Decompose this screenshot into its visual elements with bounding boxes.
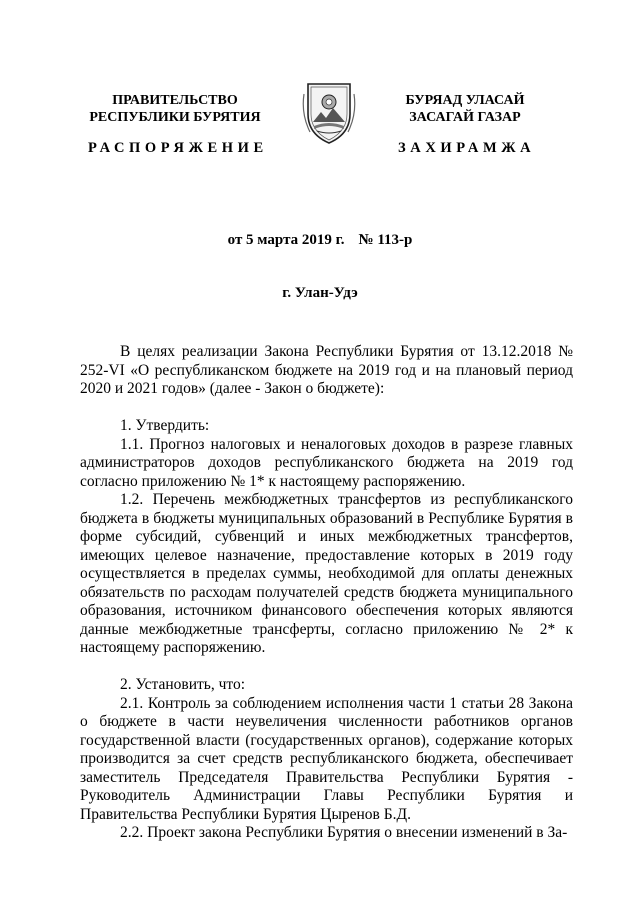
intro-paragraph: В целях реализации Закона Республики Бурятия от 13.12.2018 № 252-VI «О республиканском бюджете на 2019 год и на плановый период 2020 и 2021 годов» (далее - Закон о бюджете): [80,343,573,397]
issuer-title-line1: ПРАВИТЕЛЬСТВО [112,93,238,108]
issuer-title-line2: РЕСПУБЛИКИ БУРЯТИЯ [89,110,261,125]
document-body [80,343,573,843]
document-kind-russian: РАСПОРЯЖЕНИЕ [88,140,268,156]
clause-2-2: 2.2. Проект закона Республики Бурятия о внесении изменений в За- [120,824,568,841]
document-date: от 5 марта 2019 г. [227,232,345,248]
issuer-title-buryat-line2: ЗАСАГАЙ ГАЗАР [409,110,521,125]
document-city: г. Улан-Удэ [282,285,358,301]
coat-of-arms-icon [300,80,358,146]
issuer-title-buryat-line1: БУРЯАД УЛАСАЙ [405,93,525,108]
clause-2: 2. Установить, что: [120,676,246,693]
document-date-number [0,232,640,249]
clause-1: 1. Утвердить: [120,417,210,434]
clause-1-1: 1.1. Прогноз налоговых и неналоговых доходов в разрезе главных администраторов доходов республиканского бюджета на 2019 год согласно приложению № 1* к настоящему распоряжению. [80,435,573,490]
issuer-block-russian [80,92,270,126]
issuer-block-buryat [365,92,565,126]
document-kind-buryat: ЗАХИРАМЖА [398,140,536,156]
document-number: № 113-р [358,232,413,248]
clause-1-2: 1.2. Перечень межбюджетных трансфертов из республиканского бюджета в бюджеты муниципальных образований в Республике Бурятия в форме субсидий, субвенций и иных межбюджетных трансфертов, имеющих целевое назначение, предоставление которых в 2019 году осуществляется в пределах суммы, необходимой для оплаты денежных обязательств по расходам получателей средств бюджета муниципального образования, источником финансового обеспечения которых являются данные межбюджетные трансферты, согласно приложению № 2* к настоящему распоряжению. [80,491,573,656]
clause-2-1: 2.1. Контроль за соблюдением исполнения части 1 статьи 28 Закона о бюджете в части неувеличения численности работников органов государственной власти (государственных органов), содержание которых производится за счет средств республиканского бюджета, обеспечивает заместитель Председателя Правительства Республики Бурятия - Руководитель Администрации Главы Республики Бурятия и Правительства Республики Бурятия Цыренов Б.Д. [80,694,573,823]
